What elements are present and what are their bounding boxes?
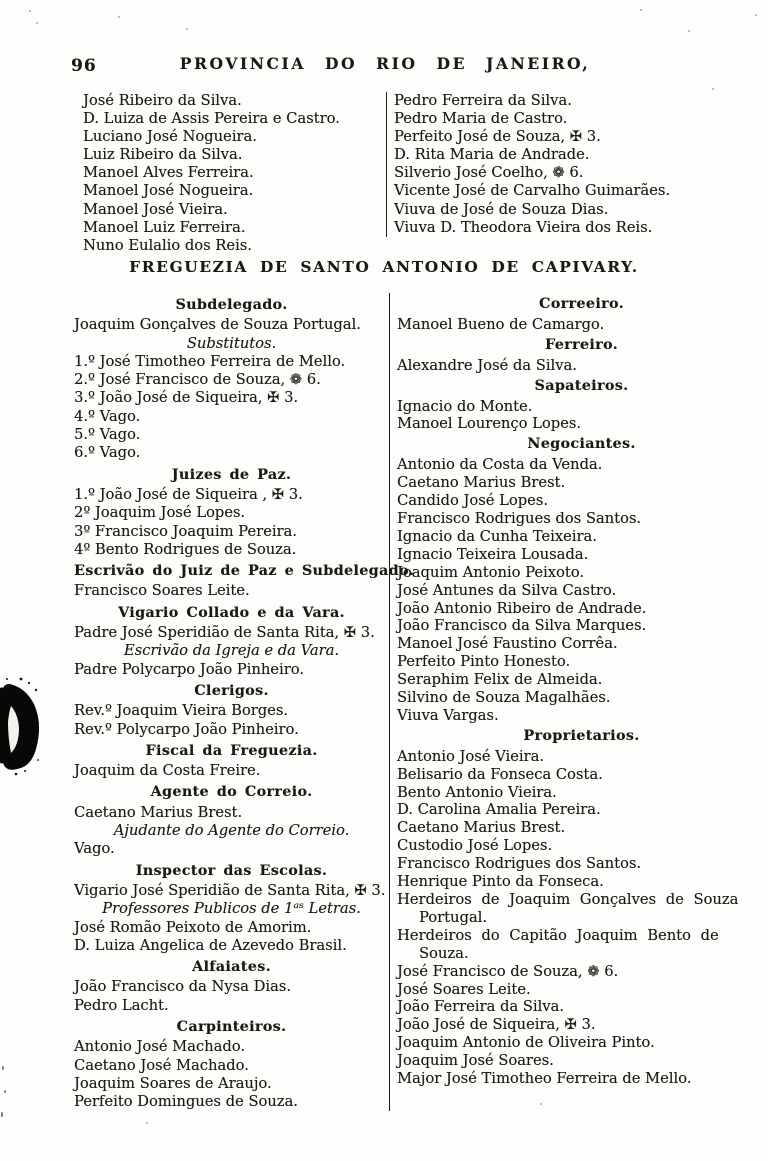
list-item: Pedro Ferreira da Silva. [394, 92, 572, 109]
list-item: Francisco Rodrigues dos Santos. [397, 509, 642, 527]
list-item: Joaquim Soares de Araujo. [74, 1074, 272, 1092]
list-item: 2.º José Francisco de Souza, ❁ 6. [74, 371, 321, 389]
list-item: 5.º Vago. [74, 426, 141, 444]
list-item: Vigario José Speridião de Santa Rita, ✠ 3. [74, 881, 386, 899]
list-item: José Soares Leite. [397, 980, 531, 998]
list-item: Herdeiros de Joaquim Gonçalves de Souza Portugal. [397, 891, 766, 927]
list-item: Antonio José Machado. [74, 1038, 246, 1056]
list-item: 3º Francisco Joaquim Pereira. [74, 522, 297, 540]
list-item: João Francisco da Silva Marques. [397, 617, 647, 635]
list-item: D. Carolina Amalia Pereira. [397, 801, 601, 819]
list-item: Antonio da Costa da Venda. [397, 456, 603, 474]
page-number: 96 [71, 56, 97, 76]
list-item: Ignacio Teixeira Lousada. [397, 545, 589, 563]
list-item: Manoel Alves Ferreira. [83, 164, 254, 182]
subcategory-heading: Ajudante do Agente do Correio. [113, 822, 350, 840]
list-item: Francisco Rodrigues dos Santos. [397, 855, 642, 873]
list-item: José Francisco de Souza, ❁ 6. [397, 962, 619, 980]
category-heading: Clerigos. [194, 682, 269, 699]
category-heading: Inspector das Escolas. [135, 862, 328, 879]
list-item: Ignacio da Cunha Teixeira. [397, 527, 597, 545]
list-item: Joaquim Antonio Peixoto. [397, 563, 585, 581]
directory-right-column [389, 293, 766, 1111]
list-item: Manoel Lourenço Lopes. [397, 415, 582, 433]
list-item: Vicente José de Carvalho Guimarães. [394, 182, 671, 200]
ink-blot [0, 676, 44, 782]
list-item: Perfeito José de Souza, ✠ 3. [394, 128, 601, 146]
category-heading: Proprietarios. [523, 727, 640, 744]
top-name-block [0, 92, 768, 255]
list-item: Caetano Marius Brest. [74, 803, 243, 821]
list-item: Bento Antonio Vieira. [397, 783, 557, 801]
list-item: Herdeiros do Capitão Joaquim Bento de Souza. [397, 927, 766, 963]
list-item: Caetano José Machado. [74, 1056, 249, 1074]
list-item: Viuva D. Theodora Vieira dos Reis. [394, 218, 653, 236]
category-heading: Escrivão do Juiz de Paz e Subdelegado. [74, 563, 414, 580]
list-item: Pedro Maria de Castro. [394, 110, 568, 128]
list-item: Padre Polycarpo João Pinheiro. [74, 660, 304, 678]
list-item: João Ferreira da Silva. [397, 998, 564, 1016]
category-heading: Juizes de Paz. [171, 466, 292, 483]
list-item: Perfeito Pinto Honesto. [397, 653, 571, 671]
subcategory-heading: Substitutos. [186, 334, 277, 352]
list-item: 1.º João José de Siqueira , ✠ 3. [74, 485, 303, 503]
list-item: Joaquim da Costa Freire. [74, 762, 261, 780]
list-item: Manoel José Faustino Corrêa. [397, 635, 618, 653]
list-item: Manoel José Nogueira. [83, 182, 254, 200]
list-item: Major José Timotheo Ferreira de Mello. [397, 1070, 692, 1088]
list-item: D. Luiza Angelica de Azevedo Brasil. [74, 936, 347, 954]
list-item: Joaquim Antonio de Oliveira Pinto. [397, 1034, 655, 1052]
list-item: Rev.º Polycarpo João Pinheiro. [74, 720, 299, 738]
list-item: Viuva Vargas. [397, 706, 499, 724]
category-heading: Ferreiro. [544, 336, 618, 353]
list-item: 1.º José Timotheo Ferreira de Mello. [74, 352, 346, 370]
list-item: Vago. [74, 840, 115, 858]
list-item: Ignacio do Monte. [397, 397, 533, 415]
list-item: Caetano Marius Brest. [397, 819, 566, 837]
subcategory-heading: Professores Publicos de 1ᵃˢ Letras. [102, 900, 361, 918]
list-item: Caetano Marius Brest. [397, 474, 566, 492]
list-item: 3.º João José de Siqueira, ✠ 3. [74, 389, 299, 407]
list-item: Viuva de José de Souza Dias. [394, 200, 609, 218]
top-right-name-list [386, 92, 768, 237]
list-item: Seraphim Felix de Almeida. [397, 671, 603, 689]
list-item: Joaquim Gonçalves de Souza Portugal. [74, 316, 361, 334]
list-item-continuation: Souza. [419, 944, 469, 962]
list-item: Manoel José Vieira. [83, 200, 228, 218]
list-item: Silverio José Coelho, ❁ 6. [394, 164, 584, 182]
list-item: Henrique Pinto da Fonseca. [397, 873, 604, 891]
list-item: Nuno Eulalio dos Reis. [83, 236, 252, 254]
category-heading: Vigario Collado e da Vara. [118, 604, 345, 621]
list-item: Antonio José Vieira. [397, 747, 544, 765]
list-item: 4.º Vago. [74, 407, 141, 425]
list-item: João José de Siqueira, ✠ 3. [397, 1016, 596, 1034]
list-item: Candido José Lopes. [397, 492, 548, 510]
category-heading: Carpinteiros. [176, 1018, 287, 1035]
category-heading: Agente do Correio. [150, 784, 313, 801]
directory-left-column [74, 293, 414, 1111]
category-heading: Sapateiros. [534, 377, 629, 394]
section-title: FREGUEZIA DE SANTO ANTONIO DE CAPIVARY. [129, 258, 639, 276]
list-item: Luciano José Nogueira. [83, 128, 257, 146]
list-item: D. Rita Maria de Andrade. [394, 146, 590, 164]
list-item: D. Luiza de Assis Pereira e Castro. [83, 110, 340, 128]
list-item: Alexandre José da Silva. [397, 356, 577, 374]
list-item: José Antunes da Silva Castro. [397, 581, 617, 599]
list-item: 2º Joaquim José Lopes. [74, 504, 246, 522]
list-item: Luiz Ribeiro da Silva. [83, 146, 243, 164]
category-heading: Subdelegado. [175, 297, 288, 313]
list-item: João Francisco da Nysa Dias. [74, 978, 291, 996]
category-heading: Negociantes. [527, 436, 636, 453]
list-item: Padre José Speridião de Santa Rita, ✠ 3. [74, 624, 375, 642]
running-header-title: PROVINCIA DO RIO DE JANEIRO, [179, 54, 591, 73]
list-item: Silvino de Souza Magalhães. [397, 689, 611, 707]
list-item: Custodio José Lopes. [397, 837, 553, 855]
top-left-name-list [83, 92, 386, 255]
list-item: 6.º Vago. [74, 444, 141, 462]
list-item: Belisario da Fonseca Costa. [397, 765, 603, 783]
list-item: Pedro Lacht. [74, 996, 169, 1014]
list-item: José Ribeiro da Silva. [83, 92, 242, 109]
category-heading: Alfaiates. [192, 959, 271, 976]
category-heading: Fiscal da Freguezia. [145, 742, 318, 759]
list-item: Perfeito Domingues de Souza. [74, 1093, 298, 1111]
running-header [0, 54, 768, 80]
list-item: Manoel Luiz Ferreira. [83, 218, 246, 236]
list-item: Rev.º Joaquim Vieira Borges. [74, 702, 289, 720]
list-item: Francisco Soares Leite. [74, 582, 250, 600]
list-item-continuation: Portugal. [419, 908, 488, 926]
list-item: Manoel Bueno de Camargo. [397, 315, 605, 333]
category-heading: Correeiro. [539, 296, 624, 312]
directory-block [0, 293, 768, 1111]
list-item: João Antonio Ribeiro de Andrade. [397, 599, 647, 617]
list-item: 4º Bento Rodrigues de Souza. [74, 540, 297, 558]
list-item: Joaquim José Soares. [397, 1052, 554, 1070]
subcategory-heading: Escrivão da Igreja e da Vara. [123, 642, 340, 660]
list-item: José Romão Peixoto de Amorim. [74, 918, 312, 936]
